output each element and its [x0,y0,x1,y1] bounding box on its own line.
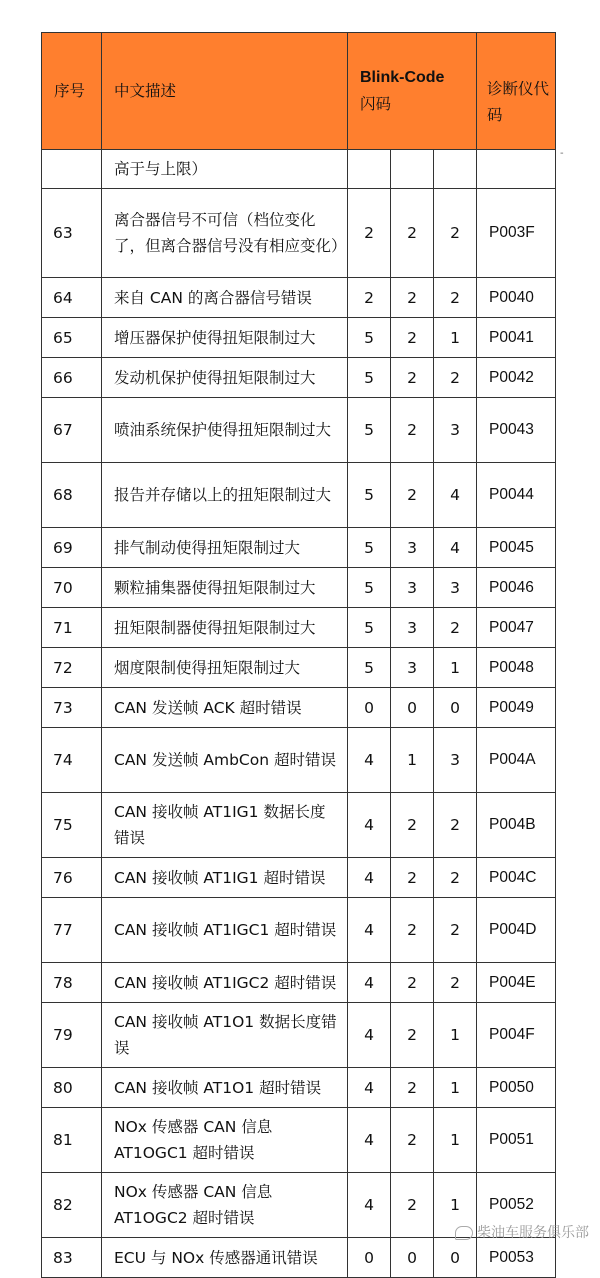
row-blink-3: 1 [434,1003,477,1068]
row-diag-code: P0045 [477,528,556,568]
row-blink-1: 4 [348,1068,391,1108]
row-blink-1: 0 [348,688,391,728]
row-blink-2: 2 [391,858,434,898]
row-blink-1: 5 [348,358,391,398]
row-seq: 67 [42,398,102,463]
row-description: CAN 接收帧 AT1O1 数据长度错误 [102,1003,348,1068]
row-description: CAN 接收帧 AT1IGC2 超时错误 [102,963,348,1003]
row-blink-3: 1 [434,318,477,358]
table-row [42,358,556,398]
row-description: 离合器信号不可信（档位变化了，但离合器信号没有相应变化） [102,189,348,278]
row-seq: 80 [42,1068,102,1108]
row-description: CAN 接收帧 AT1IG1 数据长度错误 [102,793,348,858]
table-body [42,150,556,1278]
row-blink-1: 4 [348,1108,391,1173]
row-blink-3: 2 [434,189,477,278]
row-description: CAN 接收帧 AT1IG1 超时错误 [102,858,348,898]
table-row [42,1238,556,1278]
row-description: 高于与上限） [102,150,348,189]
row-diag-code: P0049 [477,688,556,728]
table-row [42,858,556,898]
row-seq: 68 [42,463,102,528]
row-blink-1: 5 [348,568,391,608]
header-blink-cn: 闪码 [360,95,392,113]
row-description: 发动机保护使得扭矩限制过大 [102,358,348,398]
row-seq: 83 [42,1238,102,1278]
header-seq: 序号 [42,33,102,150]
row-blink-3: 0 [434,688,477,728]
row-blink-3: 3 [434,398,477,463]
row-description: 颗粒捕集器使得扭矩限制过大 [102,568,348,608]
row-blink-2: 3 [391,528,434,568]
row-blink-3: 0 [434,1238,477,1278]
row-description: 增压器保护使得扭矩限制过大 [102,318,348,358]
row-seq: 78 [42,963,102,1003]
watermark [455,1222,589,1242]
row-description: NOx 传感器 CAN 信息 AT1OGC1 超时错误 [102,1108,348,1173]
row-description: 排气制动使得扭矩限制过大 [102,528,348,568]
row-blink-2: 2 [391,463,434,528]
row-diag-code: P003F [477,189,556,278]
row-blink-1: 5 [348,463,391,528]
row-blink-2 [391,150,434,189]
row-blink-1: 4 [348,898,391,963]
row-blink-1: 2 [348,278,391,318]
row-blink-3: 2 [434,278,477,318]
row-blink-1: 4 [348,1173,391,1238]
row-diag-code: P0043 [477,398,556,463]
row-blink-1: 4 [348,858,391,898]
table-row [42,150,556,189]
row-blink-1: 5 [348,608,391,648]
row-diag-code: P0048 [477,648,556,688]
fault-code-table [41,32,556,1278]
row-blink-2: 2 [391,1068,434,1108]
row-blink-3: 2 [434,963,477,1003]
table-row [42,568,556,608]
row-diag-code: P0042 [477,358,556,398]
watermark-text: 柴油车服务俱乐部 [477,1225,589,1241]
row-blink-2: 2 [391,318,434,358]
row-diag-code: P0053 [477,1238,556,1278]
table-row [42,1068,556,1108]
table-row [42,528,556,568]
row-diag-code [477,150,556,189]
row-description: CAN 接收帧 AT1IGC1 超时错误 [102,898,348,963]
row-diag-code: P0044 [477,463,556,528]
row-blink-1: 2 [348,189,391,278]
row-blink-3: 1 [434,1068,477,1108]
row-blink-2: 2 [391,278,434,318]
row-diag-code: P004D [477,898,556,963]
row-blink-2: 2 [391,358,434,398]
table-row [42,398,556,463]
row-blink-2: 2 [391,963,434,1003]
row-description: 扭矩限制器使得扭矩限制过大 [102,608,348,648]
table-row [42,963,556,1003]
table-row [42,688,556,728]
row-diag-code: P004C [477,858,556,898]
row-blink-1: 5 [348,528,391,568]
header-diag-code: 诊断仪代码 [477,33,556,150]
row-blink-3: 2 [434,858,477,898]
row-blink-3: 2 [434,898,477,963]
row-diag-code: P0040 [477,278,556,318]
row-blink-3: 2 [434,358,477,398]
row-seq: 71 [42,608,102,648]
row-blink-3: 2 [434,793,477,858]
row-blink-2: 2 [391,1173,434,1238]
row-blink-2: 0 [391,688,434,728]
row-seq: 75 [42,793,102,858]
row-blink-2: 2 [391,898,434,963]
row-seq: 74 [42,728,102,793]
row-seq: 73 [42,688,102,728]
row-description: ECU 与 NOx 传感器通讯错误 [102,1238,348,1278]
row-blink-1: 5 [348,318,391,358]
row-diag-code: P004F [477,1003,556,1068]
row-blink-3: 3 [434,728,477,793]
row-description: 烟度限制使得扭矩限制过大 [102,648,348,688]
row-seq: 81 [42,1108,102,1173]
row-diag-code: P0050 [477,1068,556,1108]
row-blink-2: 2 [391,1108,434,1173]
row-diag-code: P0041 [477,318,556,358]
row-seq: 77 [42,898,102,963]
table-row [42,1108,556,1173]
row-blink-1 [348,150,391,189]
row-blink-1: 4 [348,728,391,793]
row-diag-code: P0051 [477,1108,556,1173]
row-seq: 64 [42,278,102,318]
row-blink-1: 0 [348,1238,391,1278]
row-description: NOx 传感器 CAN 信息 AT1OGC2 超时错误 [102,1173,348,1238]
row-seq: 76 [42,858,102,898]
row-seq: 72 [42,648,102,688]
row-description: 报告并存储以上的扭矩限制过大 [102,463,348,528]
row-seq: 66 [42,358,102,398]
row-diag-code: P0052 [477,1173,556,1238]
row-seq: 63 [42,189,102,278]
wechat-icon [455,1226,473,1240]
row-blink-2: 3 [391,568,434,608]
table-row [42,189,556,278]
header-blink-en: Blink-Code [360,69,445,86]
table-row [42,728,556,793]
row-seq: 79 [42,1003,102,1068]
table-row [42,608,556,648]
row-description: 喷油系统保护使得扭矩限制过大 [102,398,348,463]
row-blink-3: 1 [434,1173,477,1238]
row-seq: 65 [42,318,102,358]
margin-mark: - [560,148,564,159]
header-blink-code [348,33,477,150]
row-description: CAN 发送帧 ACK 超时错误 [102,688,348,728]
row-blink-1: 5 [348,398,391,463]
table-row [42,318,556,358]
table-row [42,898,556,963]
row-blink-3: 3 [434,568,477,608]
row-diag-code: P004E [477,963,556,1003]
row-blink-2: 3 [391,648,434,688]
header-description: 中文描述 [102,33,348,150]
row-blink-1: 5 [348,648,391,688]
row-diag-code: P0046 [477,568,556,608]
row-blink-2: 0 [391,1238,434,1278]
row-blink-2: 2 [391,1003,434,1068]
row-blink-3: 1 [434,1108,477,1173]
table-row [42,278,556,318]
row-diag-code: P0047 [477,608,556,648]
row-blink-3: 4 [434,463,477,528]
row-diag-code: P004A [477,728,556,793]
row-blink-3: 2 [434,608,477,648]
row-seq [42,150,102,189]
row-blink-3 [434,150,477,189]
row-blink-1: 4 [348,963,391,1003]
row-blink-2: 2 [391,398,434,463]
row-seq: 69 [42,528,102,568]
row-description: CAN 接收帧 AT1O1 超时错误 [102,1068,348,1108]
row-description: CAN 发送帧 AmbCon 超时错误 [102,728,348,793]
row-blink-2: 2 [391,793,434,858]
row-blink-2: 2 [391,189,434,278]
row-seq: 82 [42,1173,102,1238]
row-blink-2: 3 [391,608,434,648]
row-description: 来自 CAN 的离合器信号错误 [102,278,348,318]
row-seq: 70 [42,568,102,608]
table-row [42,1003,556,1068]
row-blink-2: 1 [391,728,434,793]
row-blink-1: 4 [348,793,391,858]
table-row [42,648,556,688]
row-diag-code: P004B [477,793,556,858]
table-row [42,793,556,858]
row-blink-3: 4 [434,528,477,568]
row-blink-1: 4 [348,1003,391,1068]
table-row [42,463,556,528]
row-blink-3: 1 [434,648,477,688]
